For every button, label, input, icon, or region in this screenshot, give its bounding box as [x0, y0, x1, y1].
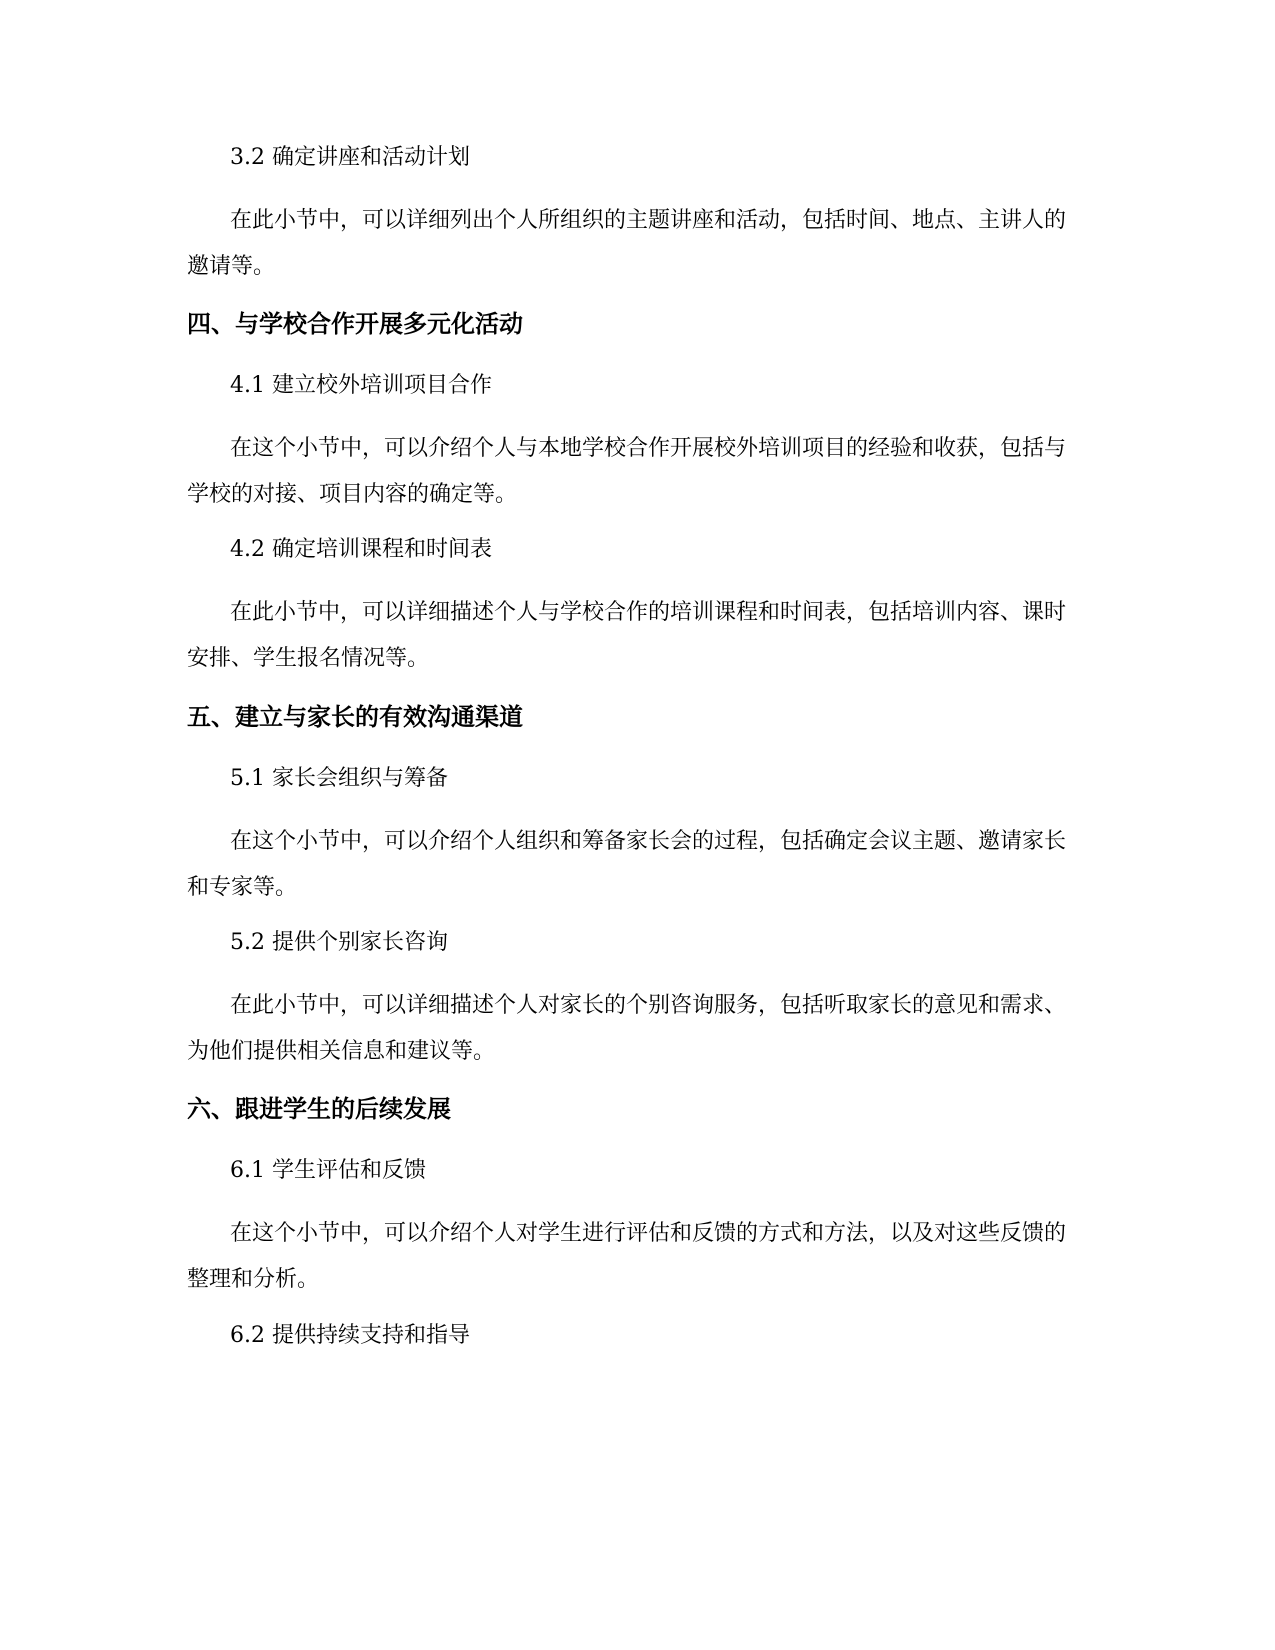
paragraph-3-2: 在此小节中，可以详细列出个人所组织的主题讲座和活动，包括时间、地点、主讲人的邀请等。: [187, 208, 1067, 279]
section-heading-6: 六、跟进学生的后续发展: [187, 1095, 451, 1123]
paragraph-4-2: 在此小节中，可以详细描述个人与学校合作的培训课程和时间表，包括培训内容、课时安排、学生报名情况等。: [187, 600, 1067, 671]
paragraph-5-2: 在此小节中，可以详细描述个人对家长的个别咨询服务，包括听取家长的意见和需求、为他们提供相关信息和建议等。: [187, 993, 1067, 1064]
subsection-title-6-1: 6.1 学生评估和反馈: [230, 1158, 426, 1183]
subsection-title-5-2: 5.2 提供个别家长咨询: [230, 930, 448, 955]
subsection-title-4-2: 4.2 确定培训课程和时间表: [230, 537, 492, 562]
subsection-title-4-1: 4.1 建立校外培训项目合作: [230, 373, 492, 398]
section-heading-5: 五、建立与家长的有效沟通渠道: [187, 703, 523, 731]
paragraph-4-1: 在这个小节中，可以介绍个人与本地学校合作开展校外培训项目的经验和收获，包括与学校的对接、项目内容的确定等。: [187, 436, 1067, 507]
subsection-title-5-1: 5.1 家长会组织与筹备: [230, 766, 448, 791]
paragraph-5-1: 在这个小节中，可以介绍个人组织和筹备家长会的过程，包括确定会议主题、邀请家长和专家等。: [187, 829, 1067, 900]
paragraph-6-1: 在这个小节中，可以介绍个人对学生进行评估和反馈的方式和方法，以及对这些反馈的整理和分析。: [187, 1221, 1067, 1292]
section-heading-4: 四、与学校合作开展多元化活动: [187, 310, 523, 338]
subsection-title-3-2: 3.2 确定讲座和活动计划: [230, 145, 470, 170]
subsection-title-6-2: 6.2 提供持续支持和指导: [230, 1323, 470, 1348]
